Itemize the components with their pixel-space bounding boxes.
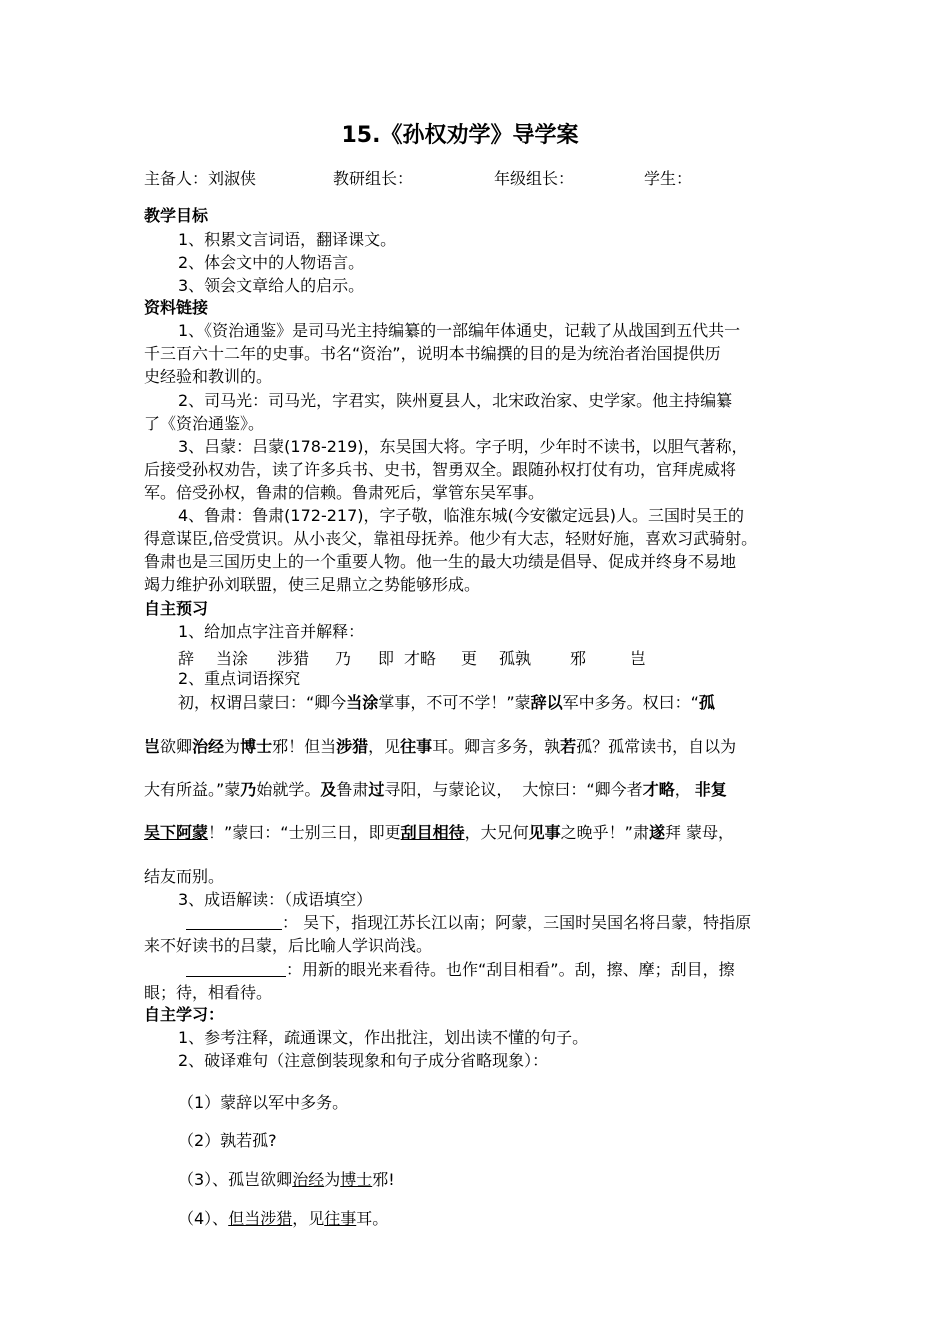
idiom-2-line-2: 眼；待，相看待。	[144, 983, 273, 1002]
keyword: 才略	[404, 649, 437, 668]
preparer-label: 主备人：刘淑侠	[144, 169, 257, 188]
passage-text: 始就学。	[256, 780, 321, 799]
study-item-2: 2、破译难句（注意倒装现象和句子成分省略现象）：	[178, 1051, 549, 1070]
passage-key: 岂	[144, 737, 161, 756]
materials-line: 千三百六十二年的史事。书名“资治”，说明本书编撰的目的是为统治者治国提供历	[144, 344, 721, 363]
passage-text: 初，权谓吕蒙曰：“卿今	[178, 693, 347, 712]
passage-key: 孤	[698, 693, 715, 712]
passage-key: 当涂	[346, 693, 379, 712]
sentence-key: 往事	[324, 1209, 357, 1228]
keyword: 孤孰	[499, 649, 532, 668]
study-item-1: 1、参考注释，疏通课文，作出批注，划出读不懂的句子。	[178, 1028, 589, 1047]
materials-line: 4、鲁肃：鲁肃(172-217)，字子敬，临淮东城(今安徽定远县)人。三国时吴王的	[178, 506, 745, 525]
idiom-1-blank[interactable]	[186, 913, 282, 930]
passage-text: ，	[674, 780, 691, 799]
sentence-key: 治经	[292, 1170, 325, 1189]
student-label: 学生：	[644, 169, 693, 188]
passage-text: 之晚乎！”肃	[560, 823, 649, 842]
sentence-text: 耳。	[356, 1209, 389, 1228]
idiom-2-blank[interactable]	[186, 960, 286, 977]
research-lead-label: 教研组长：	[333, 169, 414, 188]
idiom-1-line-2: 来不好读书的吕蒙，后比喻人学识尚浅。	[144, 936, 433, 955]
keyword: 乃	[335, 649, 352, 668]
sentence-1: （1）蒙辞以军中多务。	[178, 1093, 349, 1112]
idiom-1-line	[186, 912, 751, 934]
sentence-text: 为	[324, 1170, 341, 1189]
goals-heading: 教学目标	[144, 206, 209, 225]
passage-key: 往事	[400, 737, 433, 756]
passage-text: ！”蒙曰：“士别三日，即更	[208, 823, 401, 842]
keyword: 辞	[178, 649, 195, 668]
materials-line: 1、《资治通鉴》是司马光主持编纂的一部编年体通史，记载了从战国到五代共一	[178, 321, 741, 340]
sentence-key: 但当涉猎	[228, 1209, 293, 1228]
preview-question-1: 1、给加点字注音并解释：	[178, 622, 365, 641]
passage-key: 才略	[642, 780, 675, 799]
passage-line-4	[144, 822, 734, 844]
passage-text: 孤？孤常读书，自以为	[576, 737, 737, 756]
materials-line: 鲁肃也是三国历史上的一个重要人物。他一生的最大功绩是倡导、促成并终身不易地	[144, 552, 737, 571]
passage-text: ，见	[368, 737, 401, 756]
passage-text: 军中多务。权曰：“	[562, 693, 699, 712]
keyword: 涉猎	[277, 649, 310, 668]
materials-line: 竭力维护孙刘联盟，使三足鼎立之势能够形成。	[144, 575, 481, 594]
keyword: 岂	[630, 649, 647, 668]
keyword: 邪	[570, 649, 587, 668]
idiom-1-text: ： 吴下，指现江苏长江以南；阿蒙，三国时吴国名将吕蒙，特指原	[282, 913, 752, 932]
passage-text: ，大兄何	[464, 823, 529, 842]
sentence-3	[178, 1169, 395, 1191]
sentence-4	[178, 1208, 388, 1230]
passage-key: 涉猎	[336, 737, 369, 756]
passage-key: 见事	[528, 823, 561, 842]
passage-key: 遂	[648, 823, 665, 842]
passage-key: 及	[320, 780, 337, 799]
passage-key: 过	[368, 780, 385, 799]
passage-text: 大有所益。”蒙	[144, 780, 241, 799]
passage-key: 辞以	[530, 693, 563, 712]
passage-key: 吴下阿蒙	[144, 823, 209, 842]
idiom-2-text: ：用新的眼光来看待。也作“刮目相看”。刮，擦、摩；刮目，擦	[286, 960, 735, 979]
sentence-key: 博士	[340, 1170, 373, 1189]
passage-key: 若	[560, 737, 577, 756]
materials-line: 军。倍受孙权，鲁肃的信赖。鲁肃死后，掌管东吴军事。	[144, 483, 545, 502]
sentence-text: （3）、孤岂欲卿	[178, 1170, 293, 1189]
sentence-text: ，见	[292, 1209, 325, 1228]
passage-line-5: 结友而别。	[144, 867, 225, 886]
materials-line: 得意谋臣,倍受赏识。从小丧父，靠祖母抚养。他少有大志，轻财好施，喜欢习武骑射。	[144, 529, 758, 548]
goal-item: 1、积累文言词语，翻译课文。	[178, 230, 397, 249]
passage-line-3	[144, 779, 727, 801]
passage-text: 拜 蒙母，	[664, 823, 735, 842]
passage-text: 鲁肃	[336, 780, 369, 799]
sentence-2: （2）孰若孤?	[178, 1131, 277, 1150]
document-title: 15.《孙权劝学》导学案	[341, 123, 579, 148]
passage-key: 治经	[192, 737, 225, 756]
materials-line: 了《资治通鉴》。	[144, 414, 265, 433]
goal-item: 3、领会文章给人的启示。	[178, 276, 365, 295]
passage-text: 耳。卿言多务，孰	[432, 737, 561, 756]
materials-line: 史经验和教训的。	[144, 367, 273, 386]
sentence-text: （4）、	[178, 1209, 229, 1228]
keyword: 更	[461, 649, 478, 668]
preview-question-3: 3、成语解读：（成语填空）	[178, 890, 373, 909]
goal-item: 2、体会文中的人物语言。	[178, 253, 365, 272]
passage-key: 非复	[694, 780, 727, 799]
preview-question-2: 2、重点词语探究	[178, 669, 301, 688]
passage-text: 欲卿	[160, 737, 193, 756]
materials-heading: 资料链接	[144, 298, 209, 317]
preview-heading: 自主预习	[144, 599, 209, 618]
passage-text: 邪！但当	[272, 737, 337, 756]
passage-key: 乃	[240, 780, 257, 799]
keyword: 即	[378, 649, 395, 668]
passage-line-1	[178, 692, 715, 714]
grade-lead-label: 年级组长：	[494, 169, 575, 188]
passage-key: 刮目相待	[400, 823, 465, 842]
passage-text: 为	[224, 737, 241, 756]
materials-line: 后接受孙权劝告，读了许多兵书、史书，智勇双全。跟随孙权打仗有功，官拜虎威将	[144, 460, 737, 479]
passage-line-2	[144, 736, 736, 758]
materials-line: 2、司马光：司马光，字君实，陕州夏县人，北宋政治家、史学家。他主持编纂	[178, 391, 733, 410]
sentence-text: 邪!	[372, 1170, 395, 1189]
study-heading: 自主学习：	[144, 1005, 225, 1024]
passage-text: 掌事，不可不学！”蒙	[378, 693, 531, 712]
passage-key: 博士	[240, 737, 273, 756]
materials-line: 3、吕蒙：吕蒙(178-219)，东吴国大将。字子明，少年时不读书，以胆气著称，	[178, 437, 748, 456]
passage-text: 大惊曰：“卿今者	[522, 780, 643, 799]
passage-text: 寻阳，与蒙论议，	[384, 780, 513, 799]
idiom-2-line	[186, 959, 735, 981]
keyword: 当涂	[216, 649, 249, 668]
